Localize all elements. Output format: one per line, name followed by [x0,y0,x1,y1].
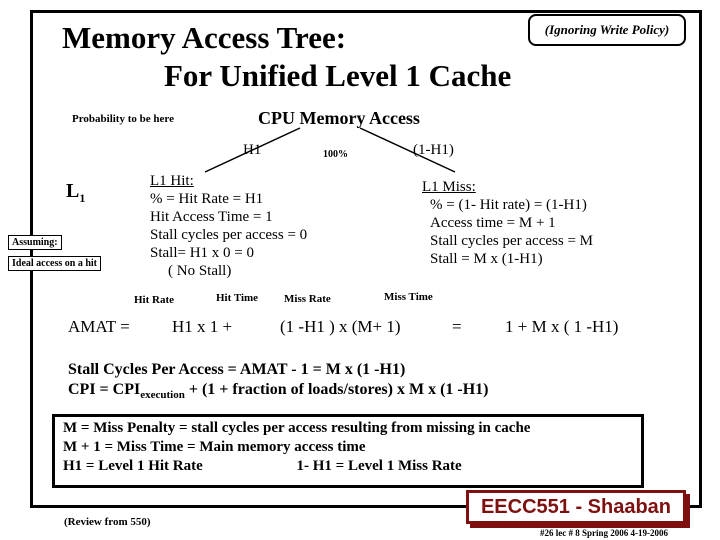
definitions-box [52,414,644,488]
hit-line: Hit Access Time = 1 [150,209,273,225]
definition-line: M + 1 = Miss Time = Main memory access time [63,439,366,455]
stall-cycles-line: Stall Cycles Per Access = AMAT - 1 = M x (1 -H1) [68,361,406,378]
amat-label: AMAT = [68,317,130,336]
hit-line: ( No Stall) [168,263,232,279]
ideal-access-label: Ideal access on a hit [8,256,101,271]
amat-result: 1 + M x ( 1 -H1) [505,317,619,336]
hit-rate-label: Hit Rate [134,294,175,306]
cpi-line: CPI = $CPI_{execution} + (1$ + fraction of loads/stores) x M x (1 -H1) [68,381,489,402]
amat-hit-term: H1 x 1 + [172,317,233,336]
root-node: CPU Memory Access [258,108,420,128]
probability-label: Probability to be here [72,113,174,125]
hundred-label: 100% [323,149,348,160]
slide-footer: #26 lec # 8 Spring 2006 4-19-2006 [540,528,668,538]
miss-heading: L1 Miss: [422,179,476,195]
course-brand: EECC551 - Shaaban [466,490,686,524]
hit-line: Stall= H1 x 0 = 0 [150,245,255,261]
one-minus-h1-label: (1-H1) [413,142,454,158]
miss-line: Stall = M x (1-H1) [430,251,543,267]
assuming-label: Assuming: [8,235,62,250]
h1-label: H1 [243,142,262,158]
miss-time-label: Miss Time [384,291,433,303]
miss-line: Stall cycles per access = M [430,233,593,249]
amat-miss-term: (1 -H1 ) x (M+ 1) [280,317,401,336]
hit-line: Stall cycles per access = 0 [150,227,308,243]
hit-line: % = Hit Rate = H1 [150,191,264,207]
l1-label: $L_1$ [66,180,86,205]
miss-rate-label: Miss Rate [284,293,331,305]
miss-line: % = (1- Hit rate) = (1-H1) [430,197,587,213]
hit-time-label: Hit Time [216,292,259,304]
hit-heading: L1 Hit: [150,173,194,189]
title-line1: Memory Access Tree: [62,20,347,55]
hit-node [150,172,307,280]
title-line2: For Unified Level 1 Cache [164,58,512,93]
amat-equals: = [452,317,462,336]
definition-line: M = Miss Penalty = stall cycles per access resulting from missing in cache [63,420,531,436]
definition-line: H1 = Level 1 Hit Rate 1- H1 = Level 1 Miss Rate [63,458,462,474]
note-box: (Ignoring Write Policy) [528,14,686,46]
review-label: (Review from 550) [64,516,151,528]
miss-node [422,178,593,268]
miss-line: Access time = M + 1 [430,215,556,231]
